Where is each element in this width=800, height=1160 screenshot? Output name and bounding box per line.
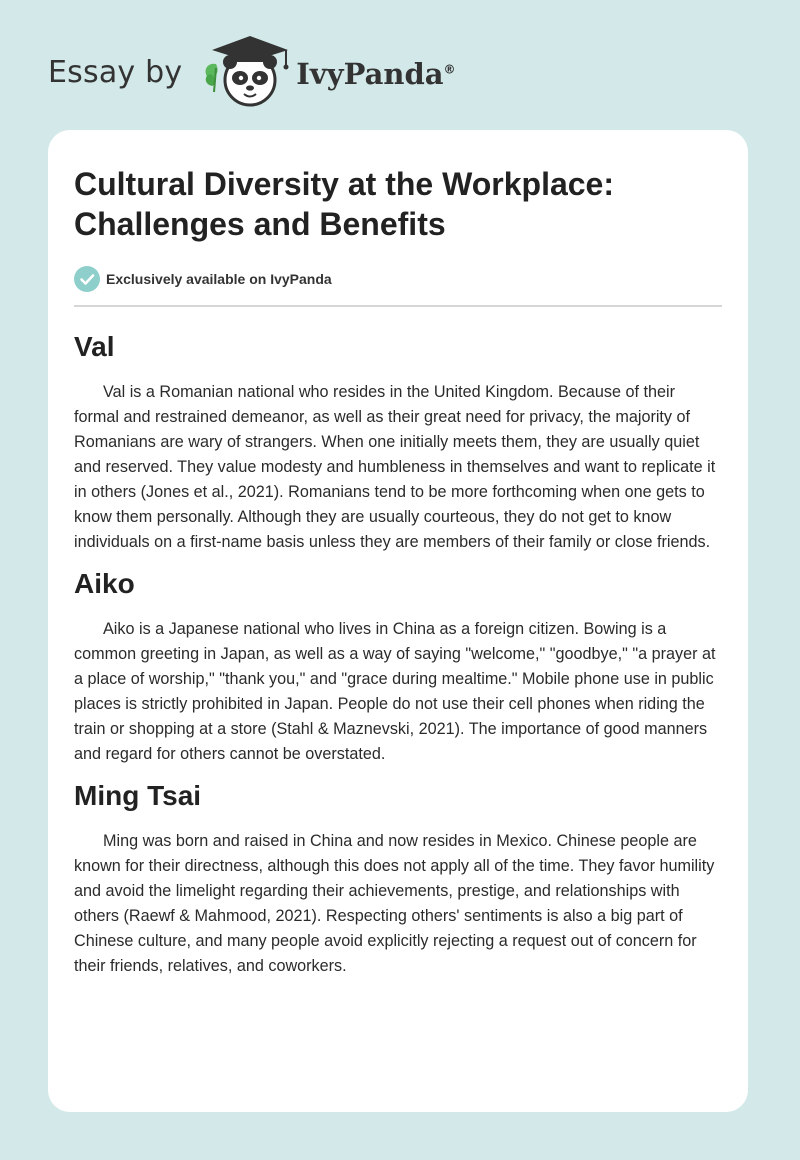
title-divider — [74, 305, 722, 307]
section-val — [74, 330, 722, 555]
site-brand[interactable] — [48, 34, 456, 110]
section-heading: Aiko — [74, 568, 135, 599]
essay-title: Cultural Diversity at the Workplace: Challenges and Benefits — [74, 166, 614, 242]
section-aiko — [74, 567, 722, 767]
essay-by-label: Essay by — [48, 54, 183, 90]
registered-mark: ® — [443, 62, 456, 77]
exclusive-badge-text: Exclusively available on IvyPanda — [106, 271, 332, 287]
section-heading: Val — [74, 331, 115, 362]
brand-name-text: IvyPanda — [296, 57, 444, 91]
section-heading: Ming Tsai — [74, 780, 202, 811]
exclusive-badge — [74, 266, 722, 292]
section-ming-tsai — [74, 779, 722, 979]
panda-graduate-logo-icon — [200, 34, 292, 110]
check-circle-icon — [74, 266, 100, 292]
section-paragraph: Ming was born and raised in China and now resides in Mexico. Chinese people are known for their directness, although this does not apply all of the time. They favor humility and avoid the limelight regarding their achievements, prestige, and relationships with others (Raewf & Mahmood, 2021). Respecting others' sentiments is also a big part of Chinese culture, and many people avoid explicitly rejecting a request out of concern for their friends, relatives, and coworkers. — [74, 832, 715, 975]
section-paragraph: Aiko is a Japanese national who lives in China as a foreign citizen. Bowing is a common greeting in Japan, as well as a way of saying "welcome," "goodbye," "a prayer at a place of worship," "thank you," and "grace during mealtime." Mobile phone use in public places is strictly prohibited in Japan. People do not use their cell phones when riding the train or shopping at a store (Stahl & Maznevski, 2021). The importance of good manners and regard for others cannot be overstated. — [74, 620, 716, 763]
section-paragraph: Val is a Romanian national who resides in the United Kingdom. Because of their formal and restrained demeanor, as well as their great need for privacy, the majority of Romanians are wary of strangers. When one initially meets them, they are usually quiet and reserved. They value modesty and humbleness in themselves and want to replicate it in others (Jones et al., 2021). Romanians tend to be more forthcoming when one gets to know them personally. Although they are usually courteous, they do not get to know individuals on a first-name basis unless they are members of their family or close friends. — [74, 383, 716, 551]
ivypanda-wordmark — [296, 57, 455, 91]
essay-card — [48, 130, 748, 1112]
